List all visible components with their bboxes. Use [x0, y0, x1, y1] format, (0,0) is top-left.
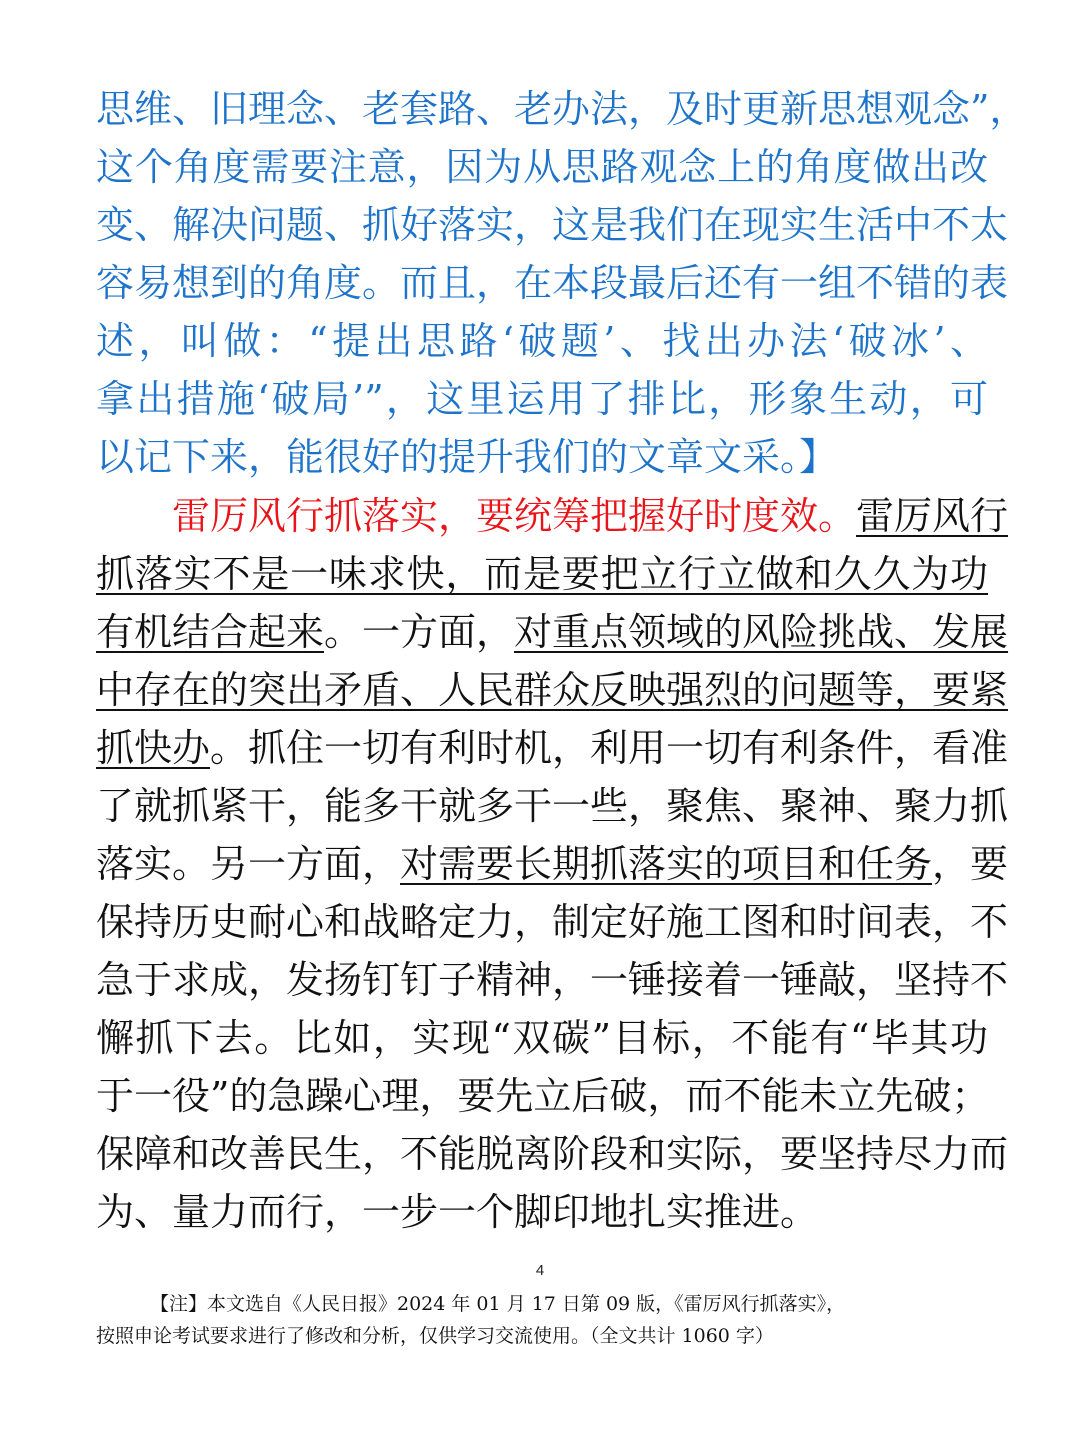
body-line-5	[96, 719, 1009, 777]
analysis-line: 述，叫做：“提出思路‘破题’、找出办法‘破冰’、	[96, 319, 988, 363]
body-line-12: 保障和改善民生，不能脱离阶段和实际，要坚持尽力而	[96, 1132, 1009, 1176]
underlined-text: 抓快办	[96, 726, 211, 770]
body-line-1	[172, 487, 1009, 545]
body-line-4: 中存在的突出矛盾、人民群众反映强烈的问题等，要紧	[96, 668, 1009, 712]
plain-text: 落实。另一方面，	[96, 842, 401, 886]
analysis-line: 拿出措施‘破局’”，这里运用了排比，形象生动，可	[96, 377, 988, 421]
plain-text: 。抓住一切有利时机，利用一切有利条件，看准	[210, 726, 1009, 770]
body-line-7	[96, 835, 1009, 893]
body-line-6: 了就抓紧干，能多干就多干一些，聚焦、聚神、聚力抓	[96, 784, 1009, 828]
underlined-text: 雷厉风行	[856, 494, 1009, 538]
source-note-line-1: 【注】本文选自《人民日报》2024 年 01 月 17 日第 09 版，《雷厉风行抓落实》，	[150, 1293, 846, 1315]
underlined-text: 对需要长期抓落实的项目和任务	[400, 842, 933, 886]
analysis-line: 思维、旧理念、老套路、老办法，及时更新思想观念”，	[96, 87, 1028, 131]
source-note-line-2: 按照申论考试要求进行了修改和分析，仅供学习交流使用。（全文共计 1060 字）	[96, 1325, 774, 1347]
body-line-8: 保持历史耐心和战略定力，制定好施工图和时间表，不	[96, 900, 1009, 944]
underlined-text: 有机结合起来	[96, 610, 325, 654]
analysis-line: 以记下来，能很好的提升我们的文章文采。】	[96, 435, 838, 479]
body-line-10: 懈抓下去。比如，实现“双碳”目标，不能有“毕其功	[96, 1016, 988, 1060]
section-heading: 雷厉风行抓落实，要统筹把握好时度效。	[172, 494, 857, 538]
body-line-2: 抓落实不是一味求快，而是要把立行立做和久久为功	[96, 552, 988, 596]
body-line-13: 为、量力而行，一步一个脚印地扎实推进。	[96, 1190, 819, 1234]
body-line-9: 急于求成，发扬钉钉子精神，一锤接着一锤敲，坚持不	[96, 958, 1009, 1002]
underlined-text: 对重点领域的风险挑战、发展	[514, 610, 1009, 654]
analysis-line: 变、解决问题、抓好落实，这是我们在现实生活中不太	[96, 203, 1009, 247]
analysis-line: 容易想到的角度。而且，在本段最后还有一组不错的表	[96, 261, 1009, 305]
body-line-3	[96, 603, 1009, 661]
analysis-line: 这个角度需要注意，因为从思路观念上的角度做出改	[96, 145, 988, 189]
plain-text: 。一方面，	[324, 610, 515, 654]
body-line-11: 于一役”的急躁心理，要先立后破，而不能未立先破；	[96, 1074, 990, 1118]
plain-text: ，要	[932, 842, 1009, 886]
page-number: 4	[535, 1262, 545, 1279]
